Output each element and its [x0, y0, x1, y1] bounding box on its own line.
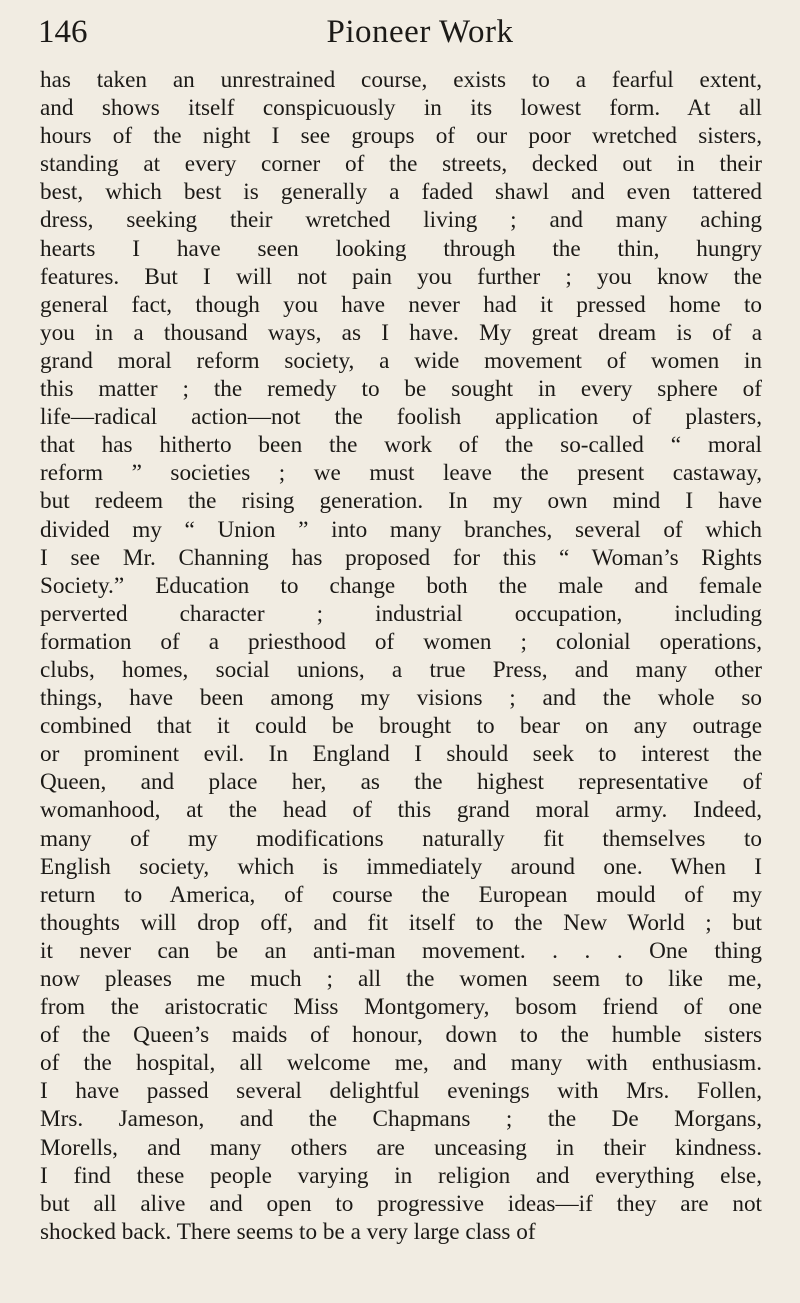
text-line: standing at every corner of the streets, decked out in their — [40, 151, 762, 178]
text-line: Morells, and many others are unceasing in their kindness. — [40, 1134, 762, 1161]
text-line: English society, which is immediately around one. When I — [40, 853, 762, 880]
text-line: formation of a priesthood of women ; colonial operations, — [40, 628, 762, 655]
text-line: but redeem the rising generation. In my own mind I have — [40, 488, 762, 515]
text-line: grand moral reform society, a wide movement of women in — [40, 347, 762, 374]
text-line: things, have been among my visions ; and the whole so — [40, 685, 762, 712]
text-line: now pleases me much ; all the women seem to like me, — [40, 966, 762, 992]
text-line: Queen, and place her, as the highest representative of — [40, 769, 762, 796]
text-line: I have passed several delightful evenings with Mrs. Follen, — [40, 1078, 762, 1105]
text-line: but all alive and open to progressive ideas—if they are not — [40, 1190, 762, 1217]
text-line: of the Queen’s maids of honour, down to the humble sisters — [40, 1022, 762, 1049]
text-line: general fact, though you have never had it pressed home to — [40, 291, 762, 318]
text-line: hours of the night I see groups of our poor wretched sisters, — [40, 123, 762, 150]
text-line: I see Mr. Channing has proposed for this “ Woman’s Rights — [40, 544, 762, 571]
text-line: reform ” societies ; we must leave the present castaway, — [40, 460, 762, 487]
text-line: divided my “ Union ” into many branches, several of which — [40, 516, 762, 543]
text-line: hearts I have seen looking through the thin, hungry — [40, 235, 762, 262]
text-line: features. But I will not pain you further ; you know the — [40, 263, 762, 290]
text-line: womanhood, at the head of this grand moral army. Indeed, — [40, 797, 762, 824]
text-line: dress, seeking their wretched living ; and many aching — [40, 207, 762, 234]
text-line: combined that it could be brought to bear on any outrage — [40, 713, 762, 740]
text-line: Mrs. Jameson, and the Chapmans ; the De Morgans, — [40, 1106, 762, 1133]
text-line: you in a thousand ways, as I have. My great dream is of a — [40, 319, 762, 346]
text-line: from the aristocratic Miss Montgomery, bosom friend of one — [40, 994, 762, 1021]
text-line: has taken an unrestrained course, exists to a fearful extent, — [40, 67, 762, 93]
text-line: life—radical action—not the foolish application of plasters, — [40, 404, 762, 431]
text-line: best, which best is generally a faded shawl and even tattered — [40, 179, 762, 206]
text-line: that has hitherto been the work of the so-called “ moral — [40, 432, 762, 459]
text-line: Society.” Education to change both the male and female — [40, 572, 762, 599]
running-title: Pioneer Work — [326, 14, 514, 50]
text-line: perverted character ; industrial occupation, including — [40, 600, 762, 627]
text-line: I find these people varying in religion and everything else, — [40, 1162, 762, 1189]
text-line: shocked back. There seems to be a very large class of — [40, 1218, 536, 1245]
page-header — [38, 10, 762, 54]
body-text — [40, 66, 762, 1246]
text-line: it never can be an anti-man movement. . . . One thing — [40, 937, 762, 964]
text-line: many of my modifications naturally fit themselves to — [40, 825, 762, 852]
text-line: and shows itself conspicuously in its lowest form. At all — [40, 95, 762, 122]
text-line: of the hospital, all welcome me, and many with enthusiasm. — [40, 1050, 762, 1077]
text-line: this matter ; the remedy to be sought in every sphere of — [40, 376, 762, 403]
text-line: or prominent evil. In England I should seek to interest the — [40, 741, 762, 768]
text-line: return to America, of course the European mould of my — [40, 881, 762, 908]
text-line: thoughts will drop off, and fit itself to the New World ; but — [40, 909, 762, 936]
text-line: clubs, homes, social unions, a true Press, and many other — [40, 656, 762, 683]
page-number: 146 — [38, 14, 88, 50]
